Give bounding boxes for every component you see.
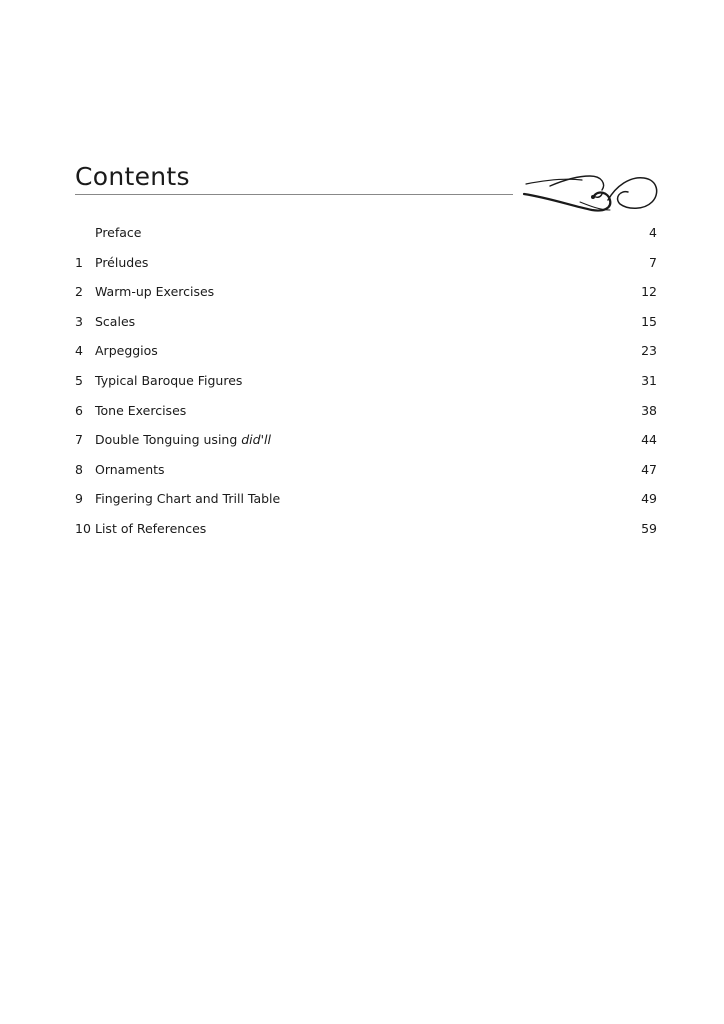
toc-entry-preface[interactable]: [75, 224, 657, 254]
toc-entry-arpeggios[interactable]: [75, 342, 657, 372]
toc-entry-page: 7: [649, 254, 657, 270]
toc-entry-number: 10: [75, 520, 91, 536]
toc-entry-title: Fingering Chart and Trill Table: [95, 491, 281, 507]
toc-entry-title: Preface: [95, 225, 142, 240]
toc-entry-number: 1: [75, 254, 83, 270]
toc-entry-page: 49: [641, 491, 657, 507]
toc-entry-warm-up-exercises[interactable]: [75, 283, 657, 313]
toc-entry-number: 9: [75, 491, 83, 507]
toc-entry-page: 31: [641, 372, 657, 388]
toc-entry-number: 3: [75, 313, 83, 329]
toc-entry-number: 5: [75, 372, 83, 388]
toc-entry-title: Typical Baroque Figures: [95, 372, 243, 388]
toc-entry-preludes[interactable]: [75, 254, 657, 284]
toc-entry-title: List of References: [95, 520, 207, 536]
toc-entry-title: Ornaments: [95, 461, 165, 477]
toc-entry-number: 7: [75, 432, 83, 448]
toc-entry-page: 23: [641, 343, 657, 359]
toc-entry-title: Double Tonguing using did'll: [95, 432, 271, 448]
toc-entry-number: 2: [75, 284, 83, 300]
heading-rule: [75, 194, 513, 195]
toc-entry-page: 38: [641, 402, 657, 418]
toc-entry-title: Préludes: [95, 254, 149, 270]
toc-entry-title: Tone Exercises: [95, 402, 187, 418]
toc-entry-title: Warm-up Exercises: [95, 284, 215, 300]
toc-entry-page: 15: [641, 313, 657, 329]
toc-entry-title: Scales: [95, 313, 136, 329]
toc-entry-page: 12: [641, 284, 657, 300]
toc-entry-list-of-references[interactable]: [75, 520, 657, 550]
toc-entry-number: 4: [75, 343, 83, 359]
toc-entry-number: 8: [75, 461, 83, 477]
toc-entry-scales[interactable]: [75, 313, 657, 343]
toc-entry-page: 44: [641, 432, 657, 448]
toc-entry-ornaments[interactable]: [75, 461, 657, 491]
page-title: Contents: [75, 162, 190, 191]
toc-entry-double-tonguing[interactable]: [75, 431, 657, 461]
toc-entry-typical-baroque-figures[interactable]: [75, 372, 657, 402]
flourish-ornament-icon: [520, 170, 662, 218]
toc-entry-page: 4: [649, 225, 657, 240]
toc-entry-page: 47: [641, 461, 657, 477]
toc-entry-page: 59: [641, 520, 657, 536]
toc-entry-tone-exercises[interactable]: [75, 402, 657, 432]
table-of-contents: [75, 224, 657, 550]
toc-entry-title: Arpeggios: [95, 343, 158, 359]
toc-entry-fingering-chart[interactable]: [75, 490, 657, 520]
toc-entry-number: 6: [75, 402, 83, 418]
